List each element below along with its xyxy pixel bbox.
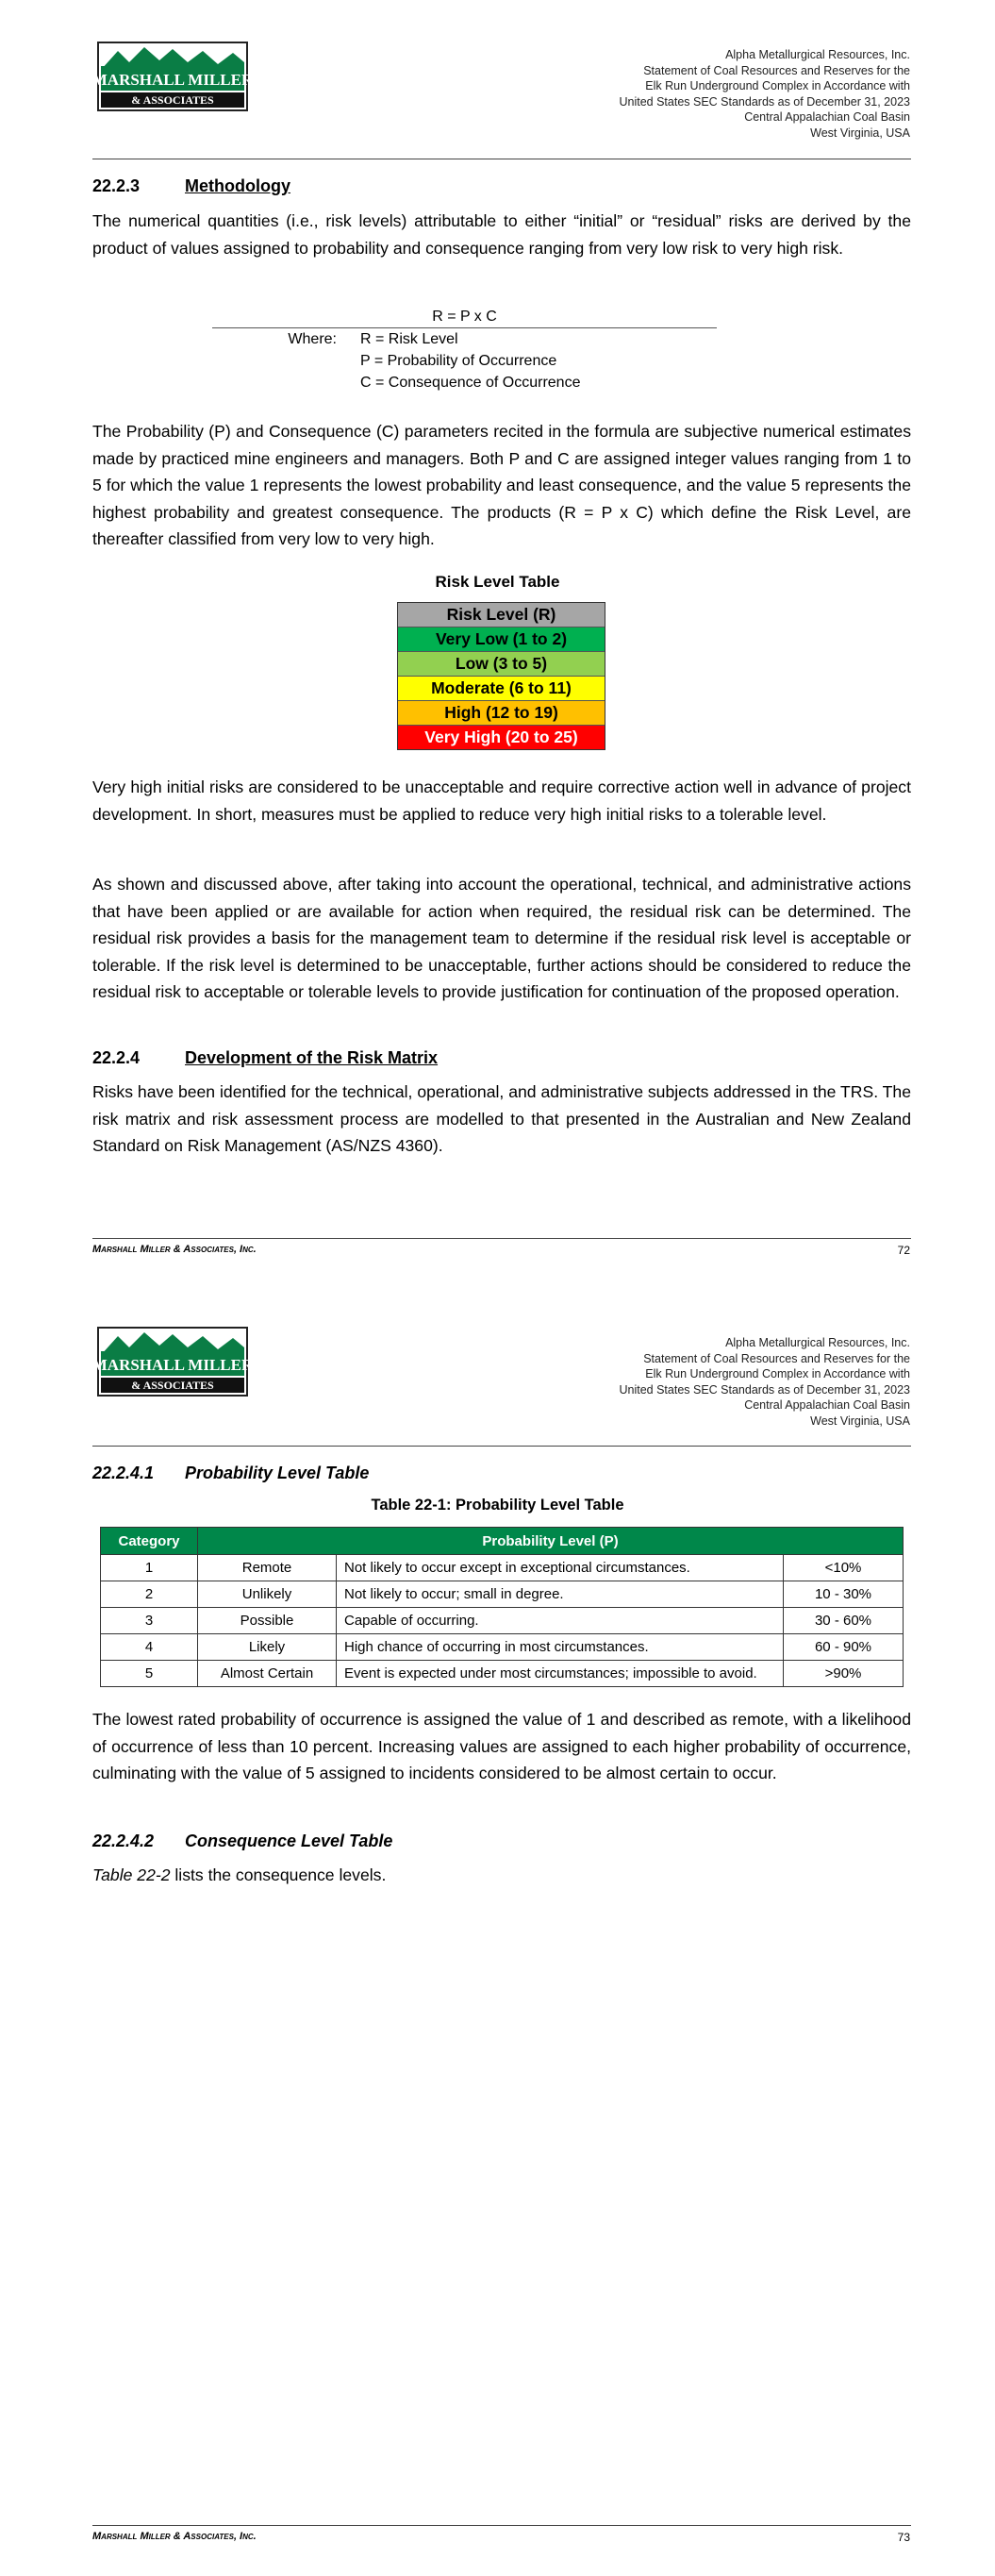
probability-level-table [100,1527,904,1687]
paragraph: As shown and discussed above, after taking into account the operational, technical, and administrative actions that have been applied or are available for action when required, the residual risk can be determined. The residual risk provides a basis for the management team to determine if the residual risk level is acceptable or tolerable. If the risk level is determined to be unacceptable, further actions should be considered to reduce the residual risk to acceptable or tolerable levels to provide justification for continuation of the proposed operation. [92,875,911,1001]
header-line: Statement of Coal Resources and Reserves for the [643,63,910,77]
risk-formula [212,309,717,393]
probability-percent-cell: <10% [784,1555,904,1581]
svg-text:MARSHALL MILLER: MARSHALL MILLER [97,1356,248,1374]
risk-level-cell: Low (3 to 5) [398,652,605,677]
category-cell: 2 [101,1581,198,1608]
header-line: Elk Run Underground Complex in Accordance with [645,79,910,92]
footer-company: Marshall Miller & Associates, Inc. [92,1244,257,1255]
probability-percent-cell: 10 - 30% [784,1581,904,1608]
header-line: Statement of Coal Resources and Reserves for the [643,1351,910,1365]
paragraph [92,1862,911,1889]
document-header [619,47,910,141]
footer-company: Marshall Miller & Associates, Inc. [92,2531,257,2542]
risk-table-title: Risk Level Table [435,573,560,591]
category-cell: 5 [101,1661,198,1687]
probability-name-cell: Likely [198,1634,337,1661]
formula-definition: C = Consequence of Occurrence [360,375,581,391]
svg-text:& ASSOCIATES: & ASSOCIATES [131,1379,214,1392]
header-line: West Virginia, USA [810,1413,910,1428]
table-row [101,1581,904,1608]
table-reference: Table 22-2 [92,1865,171,1884]
section-heading-methodology [92,176,290,196]
probability-name-cell: Unlikely [198,1581,337,1608]
footer-divider [92,1238,911,1239]
section-heading-probability [92,1464,369,1483]
probability-name-cell: Possible [198,1608,337,1634]
table-caption: Table 22-1: Probability Level Table [371,1497,624,1514]
paragraph: The numerical quantities (i.e., risk levels) attributable to either “initial” or “residual” risks are derived by the product of values assigned to probability and consequence ranging from very low risk to very high risk. [92,211,911,258]
table-row [101,1608,904,1634]
column-header-probability: Probability Level (P) [198,1528,904,1555]
probability-name-cell: Almost Certain [198,1661,337,1687]
probability-percent-cell: >90% [784,1661,904,1687]
header-line: United States SEC Standards as of December 31, 2023 [619,1382,910,1397]
header-line: West Virginia, USA [810,125,910,140]
section-title: Consequence Level Table [185,1832,393,1850]
header-line: Central Appalachian Coal Basin [744,1398,910,1412]
section-number: 22.2.4.2 [92,1832,155,1850]
footer-divider [92,2525,911,2526]
header-line: Elk Run Underground Complex in Accordance with [645,1367,910,1380]
paragraph-text: lists the consequence levels. [170,1865,387,1884]
header-company: Alpha Metallurgical Resources, Inc. [725,1336,910,1349]
document-header [619,1335,910,1429]
column-header-category: Category [101,1528,198,1555]
page-number: 72 [897,1244,910,1257]
paragraph: The lowest rated probability of occurrence is assigned the value of 1 and described as remote, with a likelihood of occurrence of less than 10 percent. Increasing values are assigned to each higher probability of occurrence, culminating with the value of 5 assigned to incidents considered to be almost certain to occur. [92,1710,911,1782]
table-row [101,1661,904,1687]
risk-level-cell: Very High (20 to 25) [398,726,605,749]
risk-level-cell: Moderate (6 to 11) [398,677,605,701]
formula-where-label: Where: [288,331,337,347]
probability-description-cell: Not likely to occur; small in degree. [337,1581,784,1608]
header-company: Alpha Metallurgical Resources, Inc. [725,48,910,61]
formula-equation: R = P x C [212,309,717,328]
page-number: 73 [897,2531,910,2544]
header-line: United States SEC Standards as of December 31, 2023 [619,94,910,109]
probability-percent-cell: 60 - 90% [784,1634,904,1661]
company-logo [97,42,248,111]
page-73 [0,1293,995,2576]
paragraph: Very high initial risks are considered to be unacceptable and require corrective action well in advance of project development. In short, measures must be applied to reduce very high initial risks to a tolerable level. [92,778,911,824]
header-line: Central Appalachian Coal Basin [744,110,910,124]
table-header-row [101,1528,904,1555]
category-cell: 4 [101,1634,198,1661]
section-title: Probability Level Table [185,1464,370,1482]
probability-percent-cell: 30 - 60% [784,1608,904,1634]
header-divider [92,1446,911,1447]
probability-description-cell: Not likely to occur except in exceptional circumstances. [337,1555,784,1581]
paragraph: The Probability (P) and Consequence (C) parameters recited in the formula are subjective numerical estimates made by practiced mine engineers and managers. Both P and C are assigned integer values ranging from 1 to 5 for which the value 1 represents the lowest probability and least consequence, and the value 5 represents the highest probability and greatest consequence. The products (R = P x C) which define the Risk Level, are thereafter classified from very low to very high. [92,422,911,548]
section-number: 22.2.3 [92,176,141,195]
probability-description-cell: Event is expected under most circumstances; impossible to avoid. [337,1661,784,1687]
formula-definition: P = Probability of Occurrence [360,353,557,369]
table-row [101,1555,904,1581]
section-title: Development of the Risk Matrix [185,1048,439,1067]
company-logo [97,1327,248,1397]
section-heading-consequence [92,1832,392,1851]
svg-text:MARSHALL MILLER: MARSHALL MILLER [97,71,248,89]
risk-level-cell: High (12 to 19) [398,701,605,726]
logo-graphic [97,42,248,111]
risk-level-cell: Very Low (1 to 2) [398,627,605,652]
section-title: Methodology [185,176,290,195]
probability-description-cell: High chance of occurring in most circumstances. [337,1634,784,1661]
formula-definition: R = Risk Level [360,331,458,347]
logo-graphic [97,1327,248,1397]
section-number: 22.2.4 [92,1048,141,1067]
paragraph: Risks have been identified for the technical, operational, and administrative subjects addressed in the TRS. The risk matrix and risk assessment process are modelled to that presented in the Australian and New Zealand Standard on Risk Management (AS/NZS 4360). [92,1082,911,1155]
table-row [101,1634,904,1661]
risk-table-header: Risk Level (R) [398,603,605,627]
probability-name-cell: Remote [198,1555,337,1581]
category-cell: 3 [101,1608,198,1634]
svg-text:& ASSOCIATES: & ASSOCIATES [131,93,214,107]
section-heading-risk-matrix [92,1048,438,1068]
probability-description-cell: Capable of occurring. [337,1608,784,1634]
category-cell: 1 [101,1555,198,1581]
section-number: 22.2.4.1 [92,1464,155,1482]
risk-level-table [397,602,605,750]
